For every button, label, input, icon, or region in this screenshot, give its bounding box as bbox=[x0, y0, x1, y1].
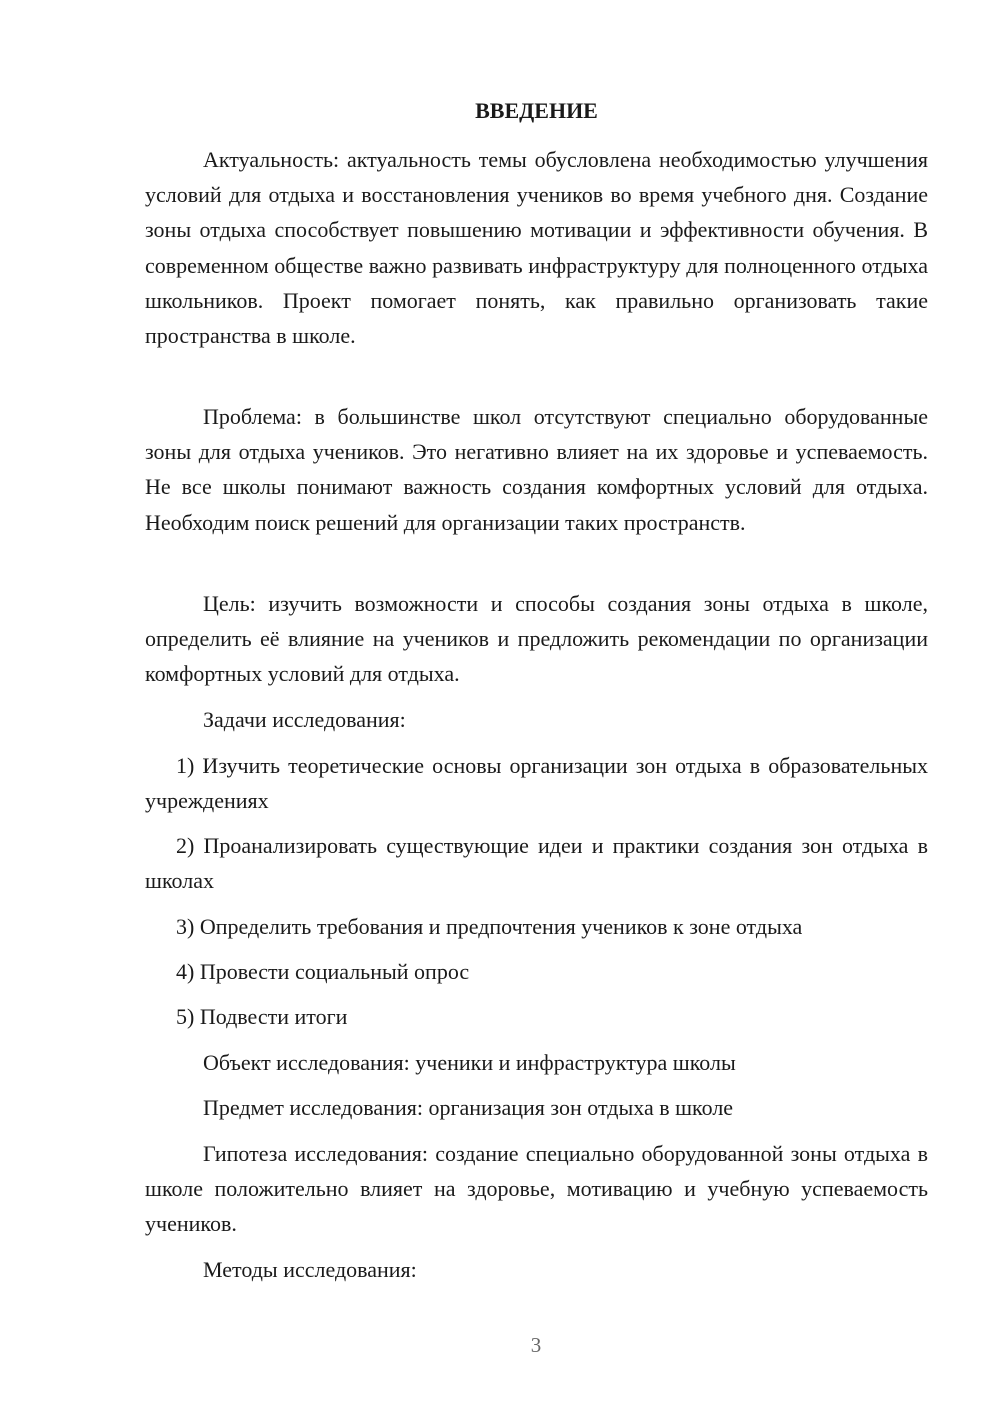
goal-paragraph: Цель: изучить возможности и способы создания зоны отдыха в школе, определить её влияние на учеников и предложить рекомендации по организации комфортных условий для отдыха. bbox=[145, 591, 928, 687]
object-paragraph: Объект исследования: ученики и инфраструктура школы bbox=[203, 1050, 736, 1075]
problem-paragraph: Проблема: в большинстве школ отсутствуют специально оборудованные зоны для отдыха учеников. Это негативно влияет на их здоровье и успеваемость. Не все школы понимают важность создания комфортных условий для отдыха. Необходим поиск решений для организации таких пространств. bbox=[145, 404, 928, 535]
task-item-5: 5) Подвести итоги bbox=[176, 1004, 348, 1029]
task-item-2: 2) Проанализировать существующие идеи и практики создания зон отдыха в школах bbox=[145, 833, 928, 894]
relevance-paragraph: Актуальность: актуальность темы обусловлена необходимостью улучшения условий для отдыха и восстановления учеников во время учебного дня. Создание зоны отдыха способствует повышению мотивации и эффективности обучения. В современном обществе важно развивать инфраструктуру для полноценного отдыха школьников. Проект помогает понять, как правильно организовать такие пространства в школе. bbox=[145, 147, 928, 349]
task-item-3: 3) Определить требования и предпочтения учеников к зоне отдыха bbox=[176, 914, 803, 939]
task-item-1: 1) Изучить теоретические основы организации зон отдыха в образовательных учреждениях bbox=[145, 753, 928, 814]
task-item-4: 4) Провести социальный опрос bbox=[176, 959, 470, 984]
page-number: 3 bbox=[530, 1333, 542, 1357]
page-title: ВВЕДЕНИЕ bbox=[475, 98, 598, 123]
subject-paragraph: Предмет исследования: организация зон отдыха в школе bbox=[203, 1095, 734, 1120]
tasks-heading: Задачи исследования: bbox=[203, 707, 406, 732]
hypothesis-paragraph: Гипотеза исследования: создание специально оборудованной зоны отдыха в школе положительно влияет на здоровье, мотивацию и учебную успеваемость учеников. bbox=[145, 1141, 928, 1237]
methods-heading: Методы исследования: bbox=[203, 1257, 417, 1282]
